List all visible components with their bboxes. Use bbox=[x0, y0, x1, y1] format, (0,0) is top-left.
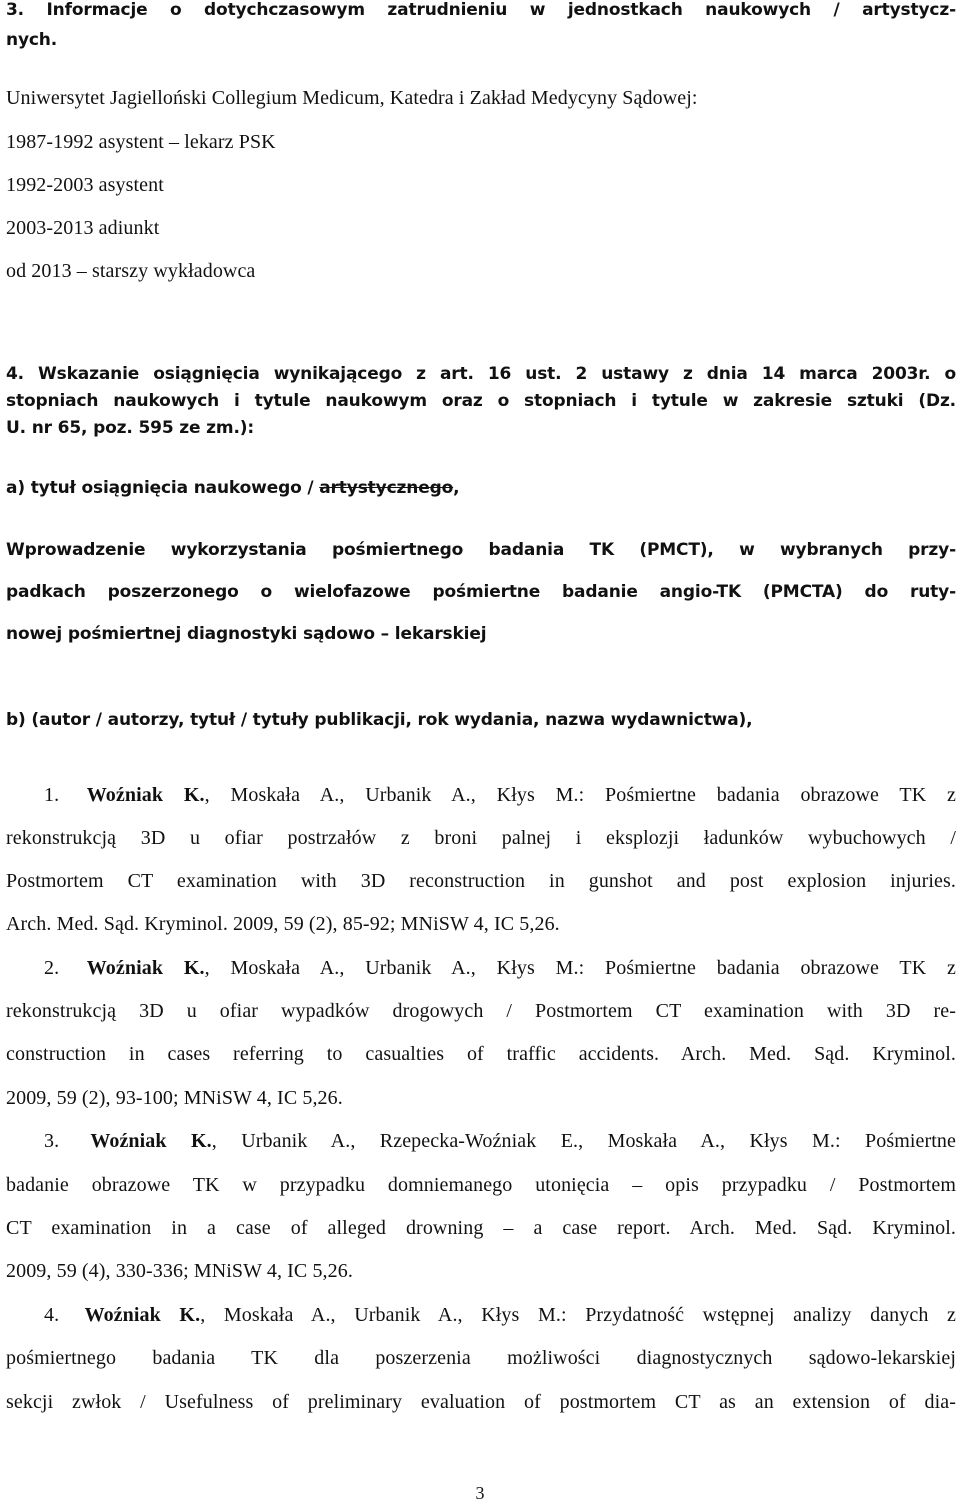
publication-4-line: pośmiertnego badania TK dla poszerzenia możliwości diagnostycznych sądowo-lekarskiej bbox=[6, 1347, 956, 1369]
publication-number: 4. bbox=[44, 1304, 60, 1326]
publication-4-first-line bbox=[44, 1304, 956, 1327]
publication-3-line: badanie obrazowe TK w przypadku domniemanego utonięcia – opis przypadku / Postmortem bbox=[6, 1174, 956, 1196]
publication-2-line: construction in cases referring to casualties of traffic accidents. Arch. Med. Sąd. Kryminol. bbox=[6, 1043, 956, 1065]
publication-3-line: 2009, 59 (4), 330-336; MNiSW 4, IC 5,26. bbox=[6, 1260, 353, 1282]
publication-1-first-line bbox=[44, 784, 956, 807]
title-start: : Przydatność wstępnej analizy danych z bbox=[560, 1304, 956, 1326]
publication-1-line: Arch. Med. Sąd. Kryminol. 2009, 59 (2), 85-92; MNiSW 4, IC 5,26. bbox=[6, 913, 560, 935]
lead-author: Woźniak K. bbox=[84, 1304, 201, 1326]
publication-2-line: 2009, 59 (2), 93-100; MNiSW 4, IC 5,26. bbox=[6, 1087, 343, 1109]
publications-label: b) (autor / autorzy, tytuł / tytuły publikacji, rok wydania, nazwa wydawnictwa), bbox=[6, 710, 753, 730]
publication-2-line: rekonstrukcją 3D u ofiar wypadków drogowych / Postmortem CT examination with 3D re- bbox=[6, 1000, 956, 1022]
publication-4-line: sekcji zwłok / Usefulness of preliminary evaluation of postmortem CT as an extension of dia- bbox=[6, 1391, 956, 1413]
job-item: 1992-2003 asystent bbox=[6, 174, 164, 196]
struck-word: artystycznego bbox=[319, 478, 454, 498]
publication-2-first-line bbox=[44, 957, 956, 980]
publication-1-line: rekonstrukcją 3D u ofiar postrzałów z broni palnej i eksplozji ładunków wybuchowych / bbox=[6, 827, 956, 849]
label-text: a) tytuł osiągnięcia naukowego / bbox=[6, 478, 320, 498]
job-item: od 2013 – starszy wykładowca bbox=[6, 260, 256, 282]
employer: Uniwersytet Jagielloński Collegium Medicum, Katedra i Zakład Medycyny Sądowej: bbox=[6, 87, 698, 109]
achievement-title-line-2: padkach poszerzonego o wielofazowe pośmiertne badanie angio-TK (PMCTA) do ruty- bbox=[6, 582, 956, 602]
publication-3-line: CT examination in a case of alleged drowning – a case report. Arch. Med. Sąd. Kryminol. bbox=[6, 1217, 956, 1239]
section-4-heading-line-2: stopniach naukowych i tytule naukowym oraz o stopniach i tytule w zakresie sztuki (Dz. bbox=[6, 391, 956, 411]
publication-1-line: Postmortem CT examination with 3D reconstruction in gunshot and post explosion injuries. bbox=[6, 870, 956, 892]
title-start: : Pośmiertne badania obrazowe TK z bbox=[578, 784, 956, 806]
section-3-heading-line-1: 3. Informacje o dotychczasowym zatrudnieniu w jednostkach naukowych / artystycz- bbox=[6, 0, 956, 20]
comma: , bbox=[453, 478, 460, 498]
job-item: 2003-2013 adiunkt bbox=[6, 217, 160, 239]
coauthors: , Moskała A., Urbanik A., Kłys M. bbox=[200, 1304, 561, 1326]
publication-number: 3. bbox=[44, 1130, 60, 1152]
section-4-heading-line-1: 4. Wskazanie osiągnięcia wynikającego z art. 16 ust. 2 ustawy z dnia 14 marca 2003r. o bbox=[6, 364, 956, 384]
coauthors: , Urbanik A., Rzepecka-Woźniak E., Moskała A., Kłys M. bbox=[211, 1130, 835, 1152]
title-start: : Pośmiertne badania obrazowe TK z bbox=[578, 957, 956, 979]
job-item: 1987-1992 asystent – lekarz PSK bbox=[6, 131, 276, 153]
publication-number: 2. bbox=[44, 957, 60, 979]
lead-author: Woźniak K. bbox=[86, 957, 205, 979]
page-number: 3 bbox=[475, 1483, 485, 1503]
publication-3-first-line bbox=[44, 1130, 956, 1153]
section-4-heading-line-3: U. nr 65, poz. 595 ze zm.): bbox=[6, 418, 255, 438]
lead-author: Woźniak K. bbox=[86, 784, 205, 806]
achievement-title-line-3: nowej pośmiertnej diagnostyki sądowo – lekarskiej bbox=[6, 624, 487, 644]
achievement-title-line-1: Wprowadzenie wykorzystania pośmiertnego badania TK (PMCT), w wybranych przy- bbox=[6, 540, 956, 560]
section-3-heading-line-2: nych. bbox=[6, 30, 58, 50]
achievement-title-label bbox=[6, 478, 956, 498]
coauthors: , Moskała A., Urbanik A., Kłys M. bbox=[204, 784, 579, 806]
publication-number: 1. bbox=[44, 784, 60, 806]
title-start: : Pośmiertne bbox=[835, 1130, 956, 1152]
lead-author: Woźniak K. bbox=[90, 1130, 212, 1152]
coauthors: , Moskała A., Urbanik A., Kłys M. bbox=[204, 957, 579, 979]
